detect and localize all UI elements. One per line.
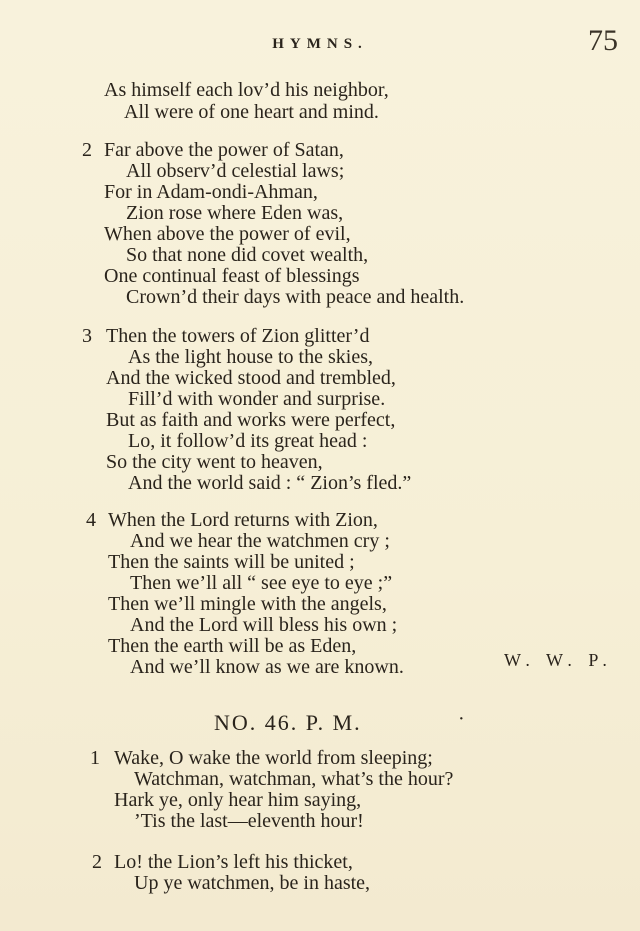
page-number: 75 [588,24,618,57]
hymn-line: All observ’d celestial laws; [126,160,345,182]
hymn-line: Zion rose where Eden was, [126,202,344,224]
hymn-line: Fill’d with wonder and surprise. [128,388,386,410]
hymn-line: But as faith and works were perfect, [106,409,396,431]
hymn-line: All were of one heart and mind. [124,101,379,123]
hymn-line: So the city went to heaven, [106,451,323,473]
hymn-line: Lo! the Lion’s left his thicket, [114,851,353,873]
hymn-line: As himself each lov’d his neighbor, [104,79,389,101]
verse-number: 3 [82,325,92,347]
hymn-line: And we’ll know as we are known. [130,656,404,678]
author-initials: W. W. P. [504,650,613,670]
stray-mark: · [458,708,465,730]
hymn-line: For in Adam-ondi-Ahman, [104,181,318,203]
hymn-line: When the Lord returns with Zion, [108,509,378,531]
hymn-line: Up ye watchmen, be in haste, [134,872,371,894]
hymn-line: As the light house to the skies, [128,346,373,368]
hymn-line: Then the towers of Zion glitter’d [106,325,370,347]
hymn-line: And the wicked stood and trembled, [106,367,396,389]
hymn-line: So that none did covet wealth, [126,244,369,266]
hymn-line: Watchman, watchman, what’s the hour? [134,768,454,790]
hymn-line: ’Tis the last—eleventh hour! [134,810,364,832]
running-header: HYMNS. [272,36,368,52]
verse-number: 2 [92,851,102,873]
hymn-line: Then the saints will be united ; [108,551,355,573]
hymn-line: Wake, O wake the world from sleeping; [114,747,433,769]
hymn-title: NO. 46. P. M. [214,710,362,735]
hymn-line: And the Lord will bless his own ; [130,614,398,636]
hymn-line: Hark ye, only hear him saying, [114,789,362,811]
hymn-line: And the world said : “ Zion’s fled.” [128,472,412,494]
hymn-line: Far above the power of Satan, [104,139,344,161]
verse-number: 2 [82,139,92,161]
verse-number: 4 [86,509,96,531]
hymn-line: Then the earth will be as Eden, [108,635,357,657]
hymn-line: Crown’d their days with peace and health. [126,286,465,308]
hymn-line: Then we’ll mingle with the angels, [108,593,387,615]
hymn-line: And we hear the watchmen cry ; [130,530,390,552]
hymn-line: Lo, it follow’d its great head : [128,430,368,452]
hymn-line: When above the power of evil, [104,223,351,245]
verse-number: 1 [90,747,100,769]
hymn-line: Then we’ll all “ see eye to eye ;” [130,572,393,594]
hymn-line: One continual feast of blessings [104,265,360,287]
